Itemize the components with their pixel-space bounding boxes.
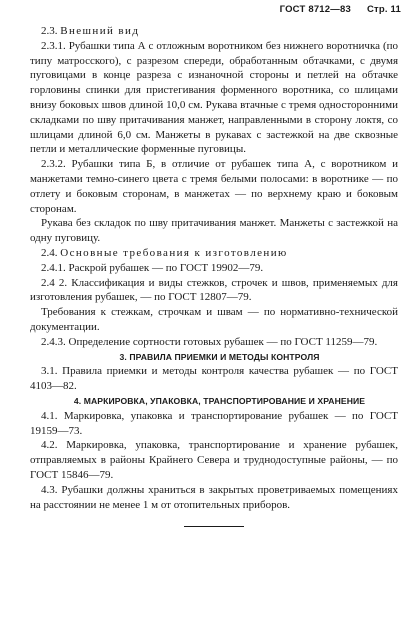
page-header [280, 4, 401, 15]
subsection-title: Основные требования к изготовлению [60, 246, 288, 259]
paragraph-2-3: 2.3. Внешний вид [41, 25, 140, 37]
paragraph-sleeves: Рукава без складок по шву притачивания манжет. Манжеты с застежкой на одну пуговицу. [30, 217, 398, 245]
end-rule [184, 526, 244, 527]
page-number: Стр. 11 [366, 4, 401, 15]
paragraph-2-3-1: 2.3.1. Рубашки типа А с отложным воротником без нижнего воротничка (по типу матросского), с разрезом спереди, обработанным обтачками, с двумя пуговицами в конце разреза с изнаночной стороны и петлей на обтачке горловины спинки для пристегивания форменного воротника, со шлицами внизу боковых швов длиной 10,0 см. Рукава втачные с тремя односторонними складками по шву притачивания манжет, направленными в сторону локтя, со шлицами длиной 6,0 см. Манжеты в рукавах с застежкой на две сквозные петли и металлические форменные пуговицы. [30, 39, 398, 156]
paragraph-4-3: 4.3. Рубашки должны храниться в закрытых проветриваемых помещениях на расстоянии не менее 1 м от отопительных приборов. [30, 483, 398, 511]
paragraph-2-4-1: 2.4.1. Раскрой рубашек — по ГОСТ 19902—79. [41, 261, 264, 274]
paragraph-3-1: 3.1. Правила приемки и методы контроля качества рубашек — по ГОСТ 4103—82. [30, 365, 398, 393]
document-body [30, 24, 398, 527]
paragraph-2-4: 2.4. Основные требования к изготовлению [41, 246, 288, 259]
section-4-title: 4. МАРКИРОВКА, УПАКОВКА, ТРАНСПОРТИРОВАНИЕ И ХРАНЕНИЕ [73, 395, 366, 406]
paragraph-2-4-2: 2.4 2. Классификация и виды стежков, строчек и швов, применяемых для изготовления рубашек, — по ГОСТ 12807—79. [30, 276, 398, 304]
paragraph-4-2: 4.2. Маркировка, упаковка, транспортирование и хранение рубашек, отправляемых в районы Крайнего Севера и труднодоступные районы, — по ГОСТ 15846—79. [30, 439, 398, 481]
paragraph-2-4-3: 2.4.3. Определение сортности готовых рубашек — по ГОСТ 11259—79. [41, 335, 378, 348]
paragraph-requirements: Требования к стежкам, строчкам и швам — по нормативно-технической документации. [30, 306, 398, 333]
section-3-title: 3. ПРАВИЛА ПРИЕМКИ И МЕТОДЫ КОНТРОЛЯ [119, 351, 320, 362]
subsection-title: Внешний вид [60, 25, 140, 37]
paragraph-2-3-2: 2.3.2. Рубашки типа Б, в отличие от рубашек типа А, с воротником и манжетами темно-синего цвета с тремя белыми полосами: в воротнике — по отлету и боковым сторонам, в манжетах — по верхнему краю и боковым сторонам. [30, 158, 398, 215]
paragraph-4-1: 4.1. Маркировка, упаковка и транспортирование рубашек — по ГОСТ 19159—73. [30, 409, 398, 437]
standard-number: ГОСТ 8712—83 [279, 4, 351, 15]
